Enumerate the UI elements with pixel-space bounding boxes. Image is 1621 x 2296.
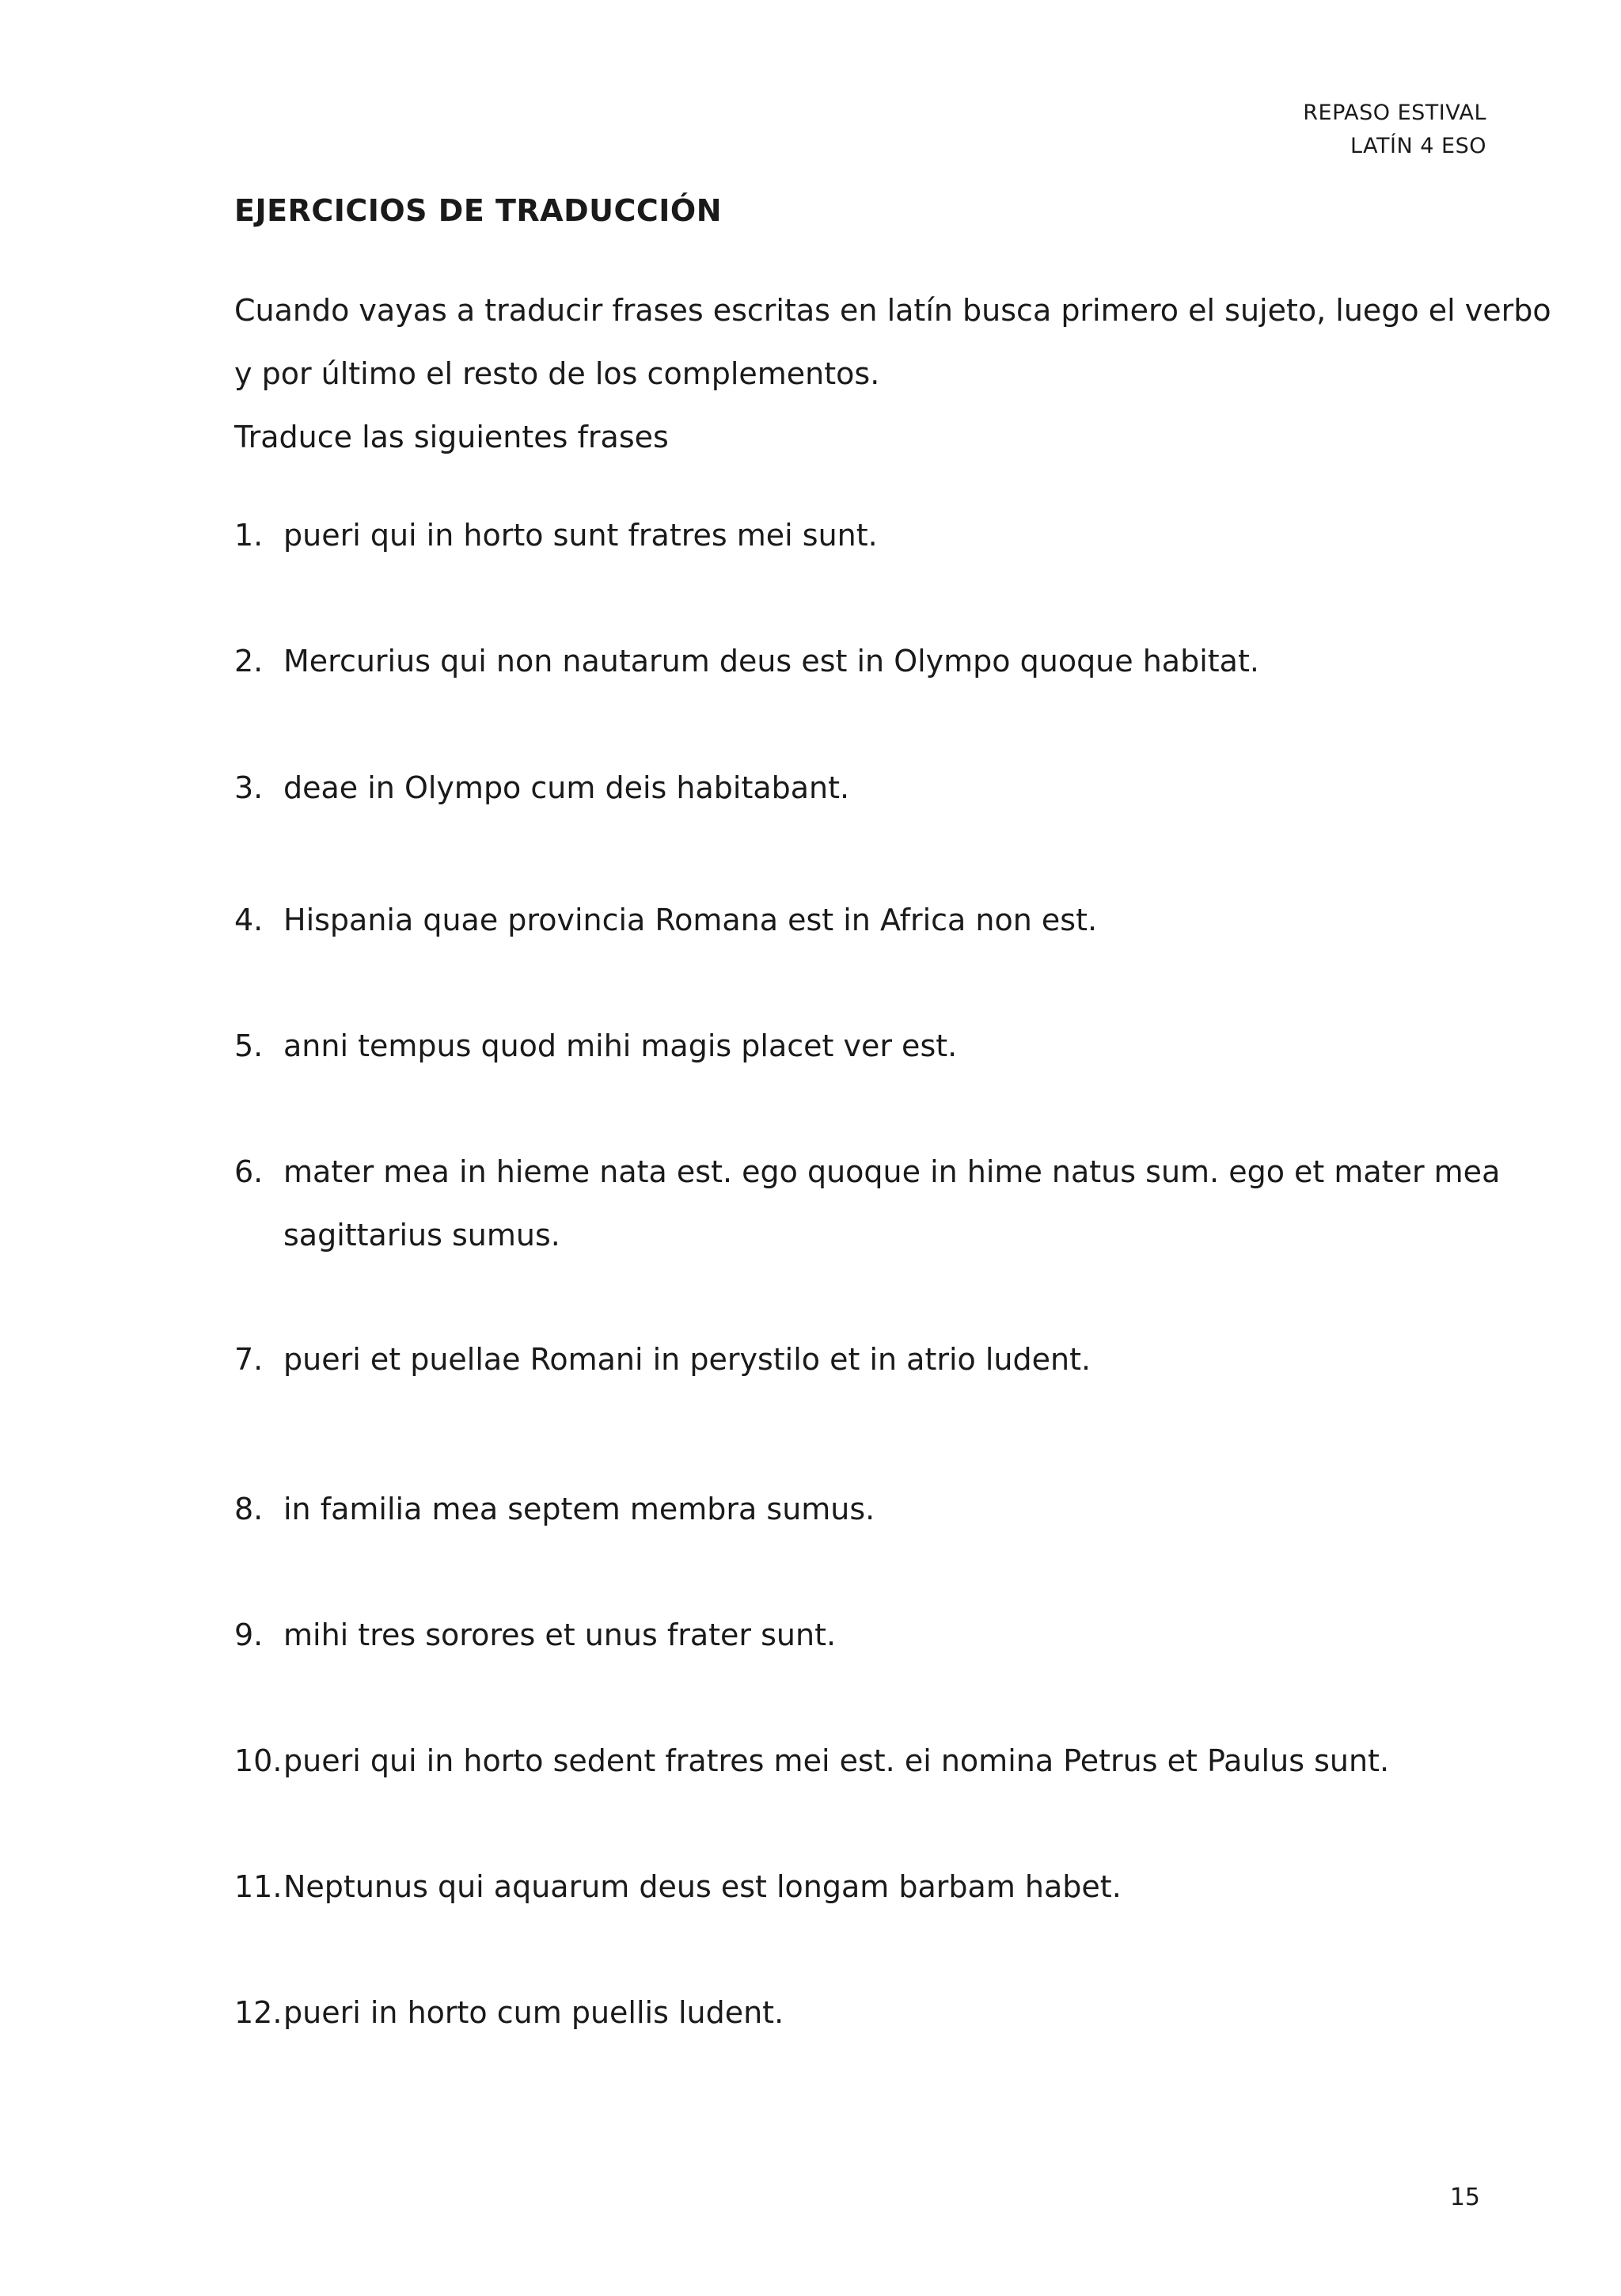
exercise-number: 6. xyxy=(234,1154,264,1189)
exercise-sentence: in familia mea septem membra sumus. xyxy=(283,1492,875,1526)
exercise-item xyxy=(234,504,1501,567)
exercise-item xyxy=(234,629,1501,693)
exercise-number: 11. xyxy=(234,1869,283,1904)
exercise-item xyxy=(234,756,1501,819)
exercise-sentence: mater mea in hieme nata est. ego quoque in hime natus sum. ego et mater mea xyxy=(283,1154,1501,1189)
page-title: EJERCICIOS DE TRADUCCIÓN xyxy=(234,193,723,228)
exercise-sentence: pueri qui in horto sedent fratres mei est. ei nomina Petrus et Paulus sunt. xyxy=(283,1743,1390,1778)
exercise-sentence: Hispania quae provincia Romana est in Africa non est. xyxy=(283,903,1098,937)
exercise-number: 12. xyxy=(234,1995,283,2030)
exercise-sentence: anni tempus quod mihi magis placet ver est. xyxy=(283,1028,958,1063)
exercise-number: 9. xyxy=(234,1617,264,1652)
exercise-sentence: deae in Olympo cum deis habitabant. xyxy=(283,770,850,805)
exercise-number: 7. xyxy=(234,1342,264,1377)
instructions xyxy=(234,279,1551,469)
exercise-sentence: pueri et puellae Romani in perystilo et in atrio ludent. xyxy=(283,1342,1091,1377)
exercise-number: 5. xyxy=(234,1028,264,1063)
exercise-item xyxy=(234,888,1501,952)
page-header xyxy=(1303,97,1486,163)
exercise-number: 1. xyxy=(234,518,264,553)
exercise-item xyxy=(234,1603,1501,1667)
exercise-sentence: mihi tres sorores et unus frater sunt. xyxy=(283,1617,837,1652)
exercise-sentence-continued: sagittarius sumus. xyxy=(283,1218,560,1253)
exercise-item xyxy=(234,1140,1501,1267)
exercise-item xyxy=(234,1729,1501,1792)
instructions-task: Traduce las siguientes frases xyxy=(234,420,669,454)
exercise-item xyxy=(234,1981,1501,2044)
exercise-item xyxy=(234,1477,1501,1541)
exercise-sentence: Mercurius qui non nautarum deus est in Olympo quoque habitat. xyxy=(283,644,1259,679)
exercise-number: 10. xyxy=(234,1743,283,1778)
exercise-item xyxy=(234,1855,1501,1918)
instructions-line: Cuando vayas a traducir frases escritas en latín busca primero el sujeto, luego el verbo xyxy=(234,293,1551,328)
exercise-item xyxy=(234,1014,1501,1078)
instructions-line: y por último el resto de los complementos. xyxy=(234,356,880,391)
header-course: REPASO ESTIVAL xyxy=(1303,101,1486,125)
exercise-sentence: pueri qui in horto sunt fratres mei sunt. xyxy=(283,518,878,553)
exercise-sentence: Neptunus qui aquarum deus est longam barbam habet. xyxy=(283,1869,1122,1904)
exercise-number: 4. xyxy=(234,903,264,937)
header-subject: LATÍN 4 ESO xyxy=(1350,134,1486,158)
exercise-number: 8. xyxy=(234,1492,264,1526)
exercise-number: 3. xyxy=(234,770,264,805)
exercise-item xyxy=(234,1328,1501,1391)
exercise-sentence: pueri in horto cum puellis ludent. xyxy=(283,1995,784,2030)
exercise-number: 2. xyxy=(234,644,264,679)
page-number: 15 xyxy=(1449,2184,1480,2211)
